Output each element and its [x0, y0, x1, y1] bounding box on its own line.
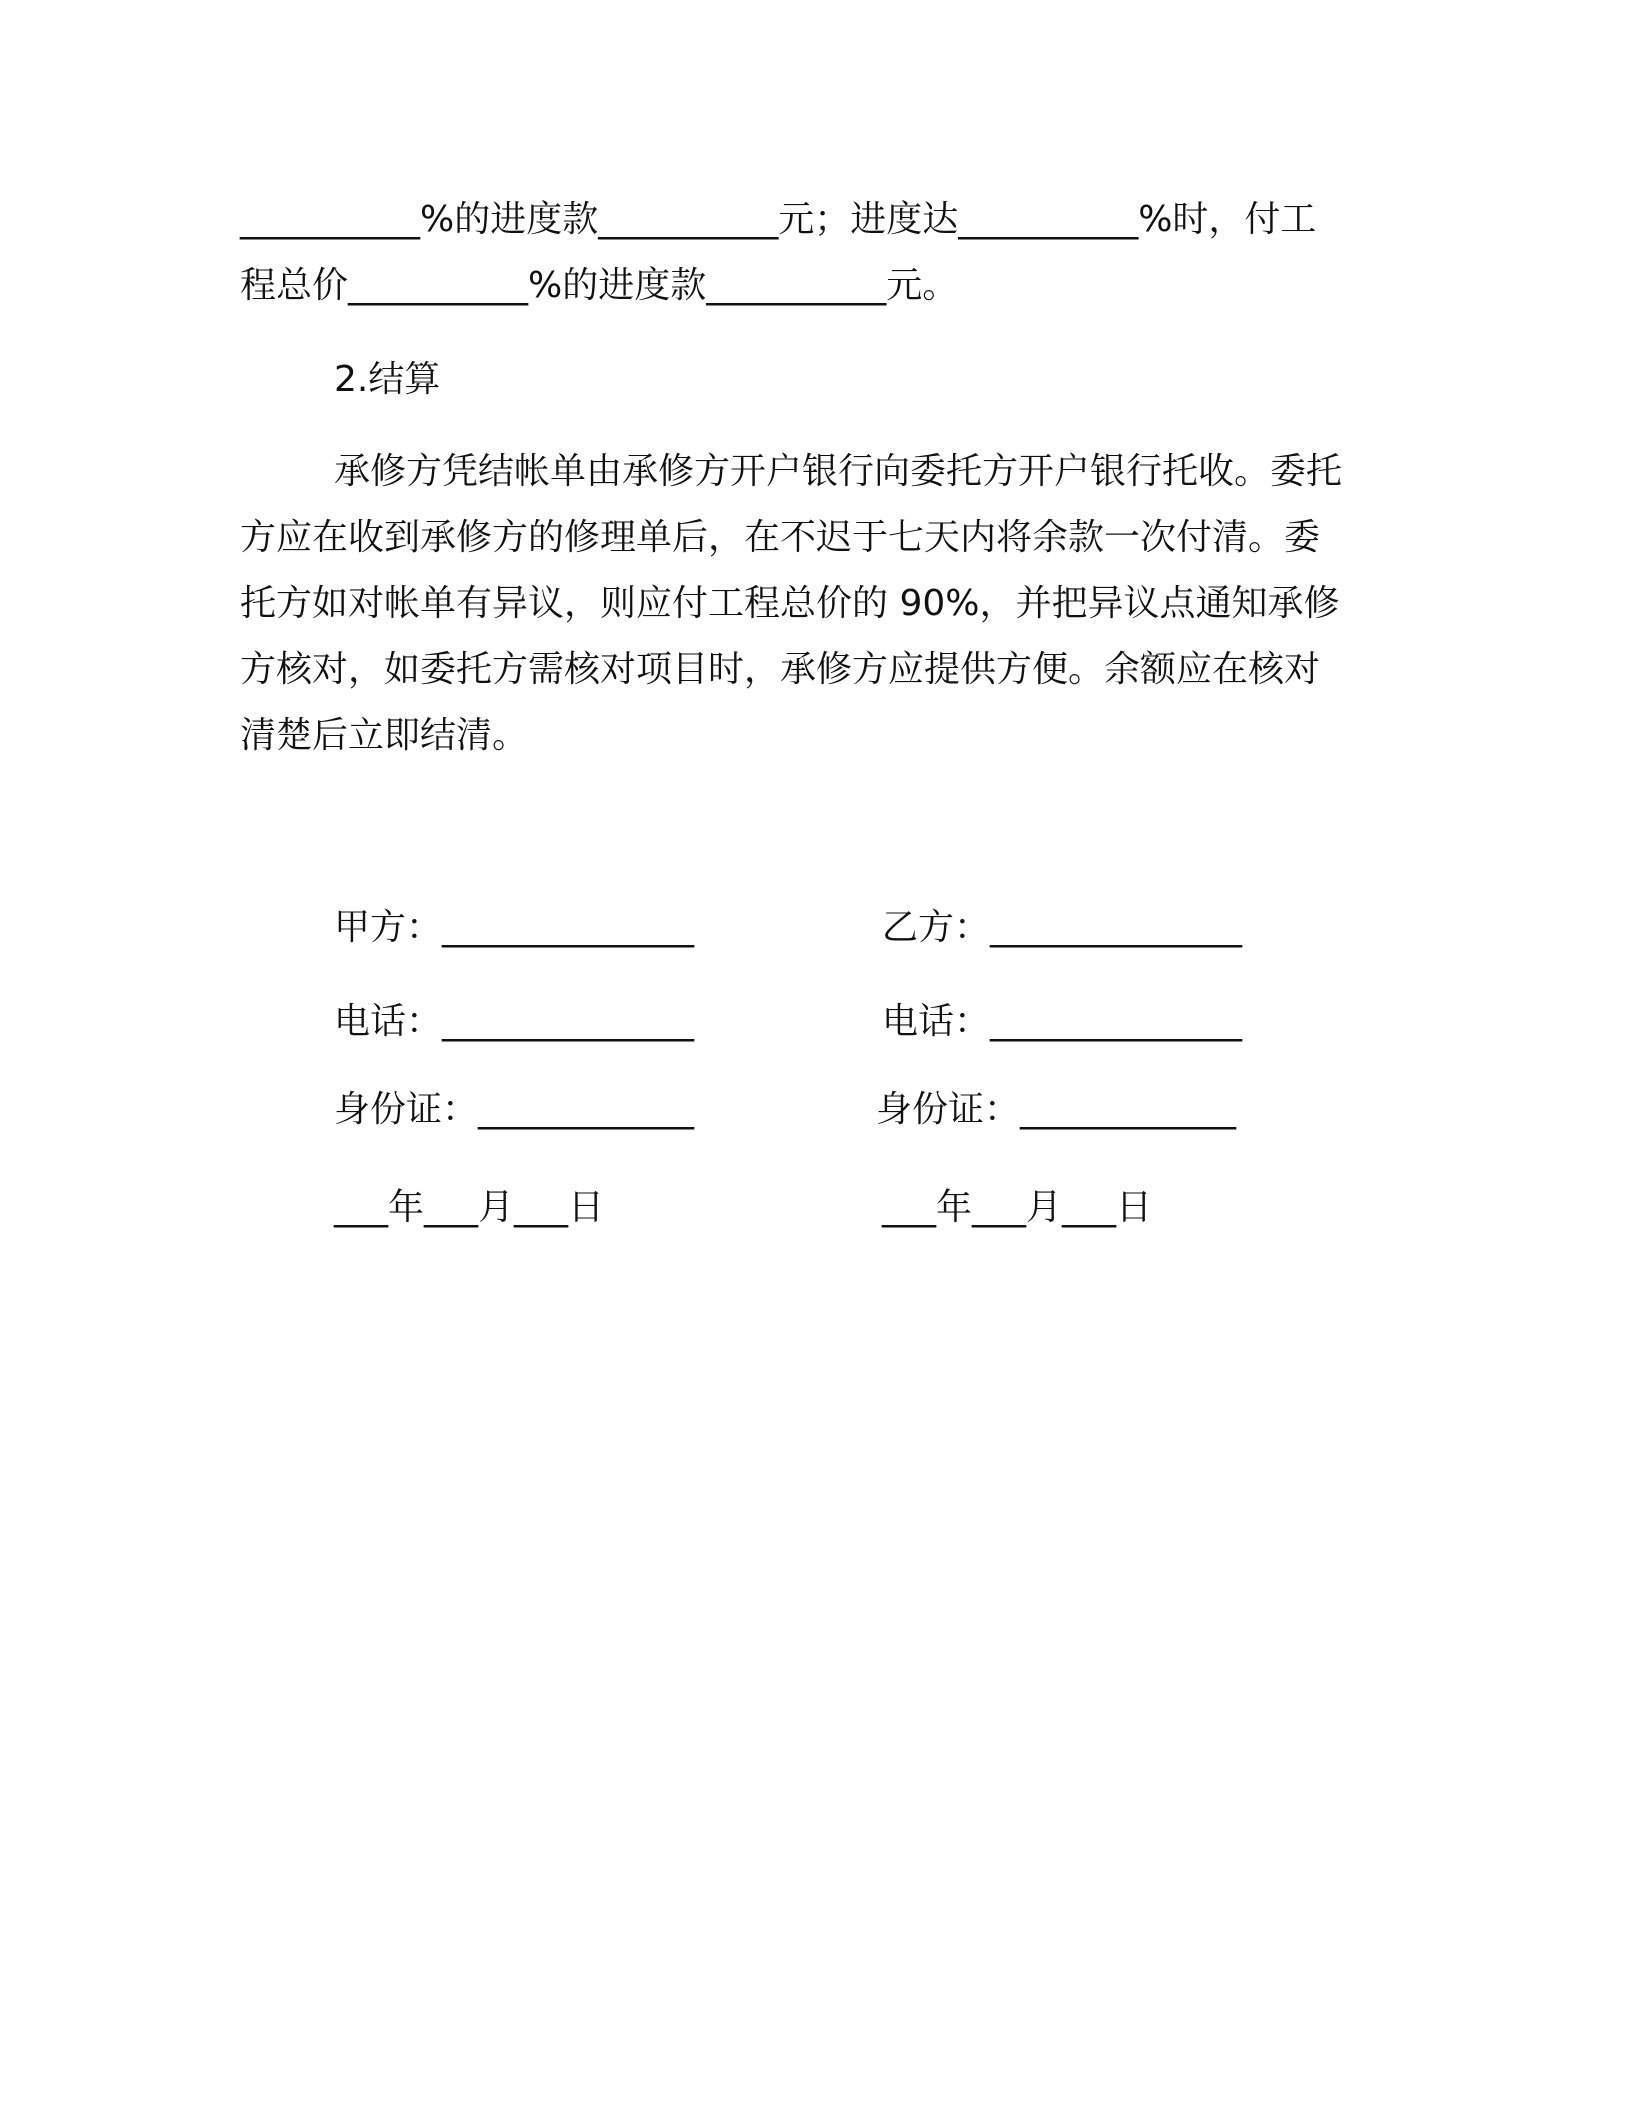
settlement-para-line-3: 托方如对帐单有异议，则应付工程总价的 90%，并把异议点通知承修	[240, 583, 1340, 624]
party-b-phone-field: 电话：______________	[882, 1001, 1243, 1042]
settlement-para-line-5: 清楚后立即结清。	[240, 715, 529, 756]
party-b-name-field: 乙方：______________	[882, 907, 1243, 948]
settlement-para-line-1: 承修方凭结帐单由承修方开户银行向委托方开户银行托收。委托	[334, 451, 1343, 492]
payment-clause-line-2: 程总价__________%的进度款__________元。	[240, 265, 959, 306]
party-a-id-field: 身份证：____________	[334, 1089, 695, 1130]
party-a-date-field: ___年___月___日	[334, 1187, 605, 1228]
party-b-date-field: ___年___月___日	[882, 1187, 1153, 1228]
party-b-id-field: 身份证：____________	[876, 1089, 1237, 1130]
party-a-name-field: 甲方：______________	[334, 907, 695, 948]
settlement-para-line-4: 方核对，如委托方需核对项目时，承修方应提供方便。余额应在核对	[240, 649, 1321, 690]
payment-clause-line-1: __________%的进度款__________元；进度达__________%时，付工	[240, 199, 1317, 240]
party-a-phone-field: 电话：______________	[334, 1001, 695, 1042]
section-heading-settlement: 2.结算	[334, 359, 441, 400]
settlement-para-line-2: 方应在收到承修方的修理单后，在不迟于七天内将余款一次付清。委	[240, 517, 1321, 558]
